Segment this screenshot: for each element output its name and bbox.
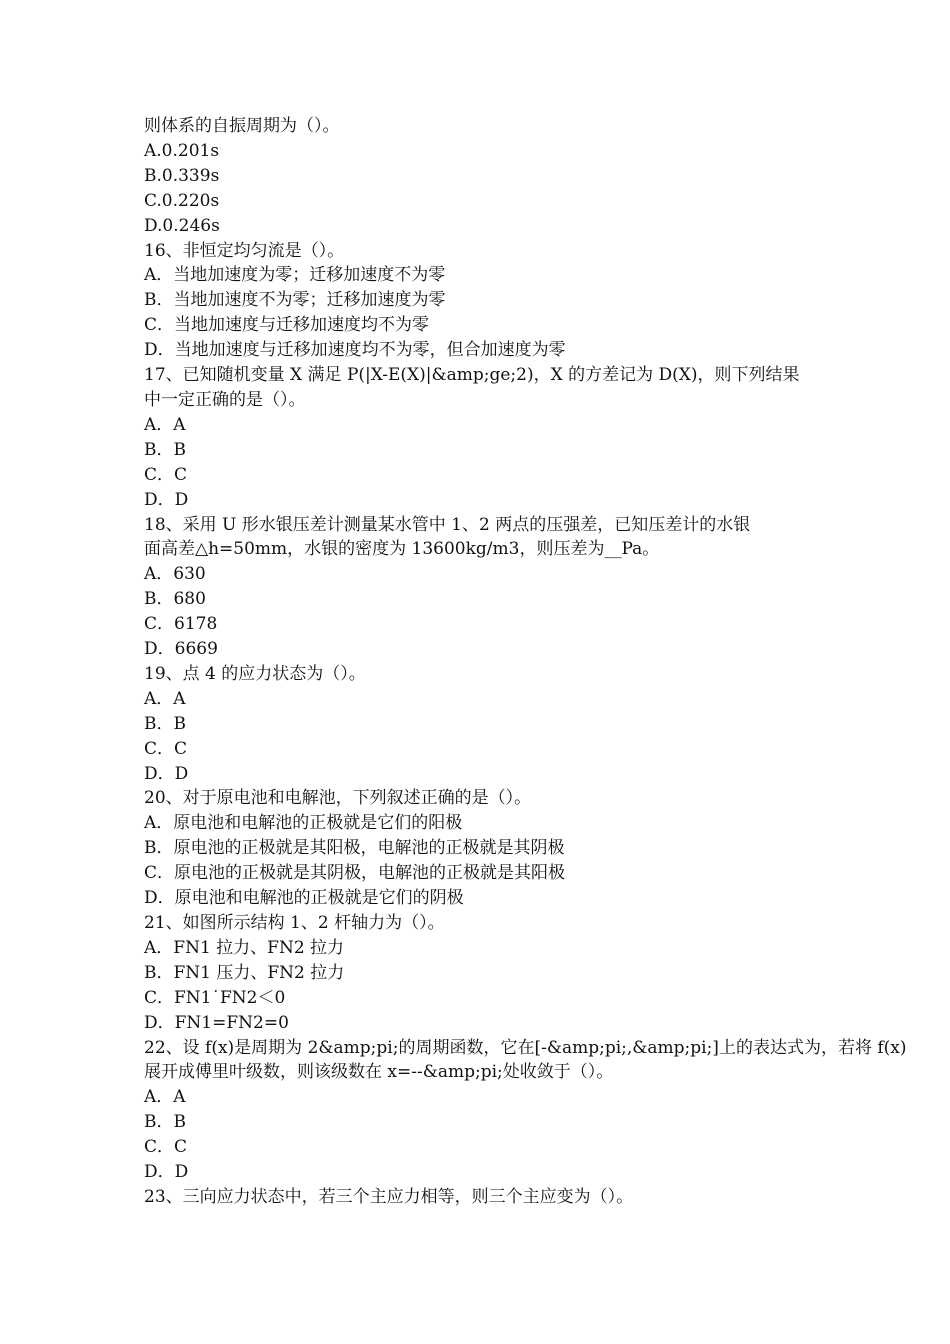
option-line: C．C: [144, 1137, 188, 1158]
option-line: B．原电池的正极就是其阳极，电解池的正极就是其阴极: [144, 838, 565, 859]
option-line: C．C: [144, 464, 188, 485]
option-line: D．D: [144, 763, 189, 784]
option-line: D．D: [144, 1162, 189, 1183]
question-16-title: 16、非恒定均匀流是（）。: [144, 240, 345, 261]
option-line: B．B: [144, 439, 186, 460]
option-line: B．B: [144, 713, 186, 734]
option-line: C．当地加速度与迁移加速度均不为零: [144, 315, 430, 336]
option-line: D．当地加速度与迁移加速度均不为零，但合加速度为零: [144, 340, 566, 361]
option-line: D．6669: [144, 639, 218, 660]
option-line: B.0.339s: [144, 165, 220, 186]
option-line: C．C: [144, 738, 188, 759]
option-line: D．D: [144, 489, 189, 510]
option-line: C．6178: [144, 614, 218, 635]
option-line: B．B: [144, 1112, 186, 1133]
question-19-title: 19、点 4 的应力状态为（）。: [144, 663, 366, 684]
text-line: 则体系的自振周期为（）。: [144, 116, 340, 136]
option-line: D．FN1=FN2=0: [144, 1012, 289, 1033]
document-body: [144, 114, 907, 1210]
option-line: D.0.246s: [144, 215, 220, 236]
question-22-title-cont: 展开成傅里叶级数，则该级数在 x=--&amp;pi;处收敛于（）。: [144, 1062, 614, 1083]
question-17-title: 17、已知随机变量 X 满足 P(|X-E(X)|&amp;ge;2)，X 的方差记为 D(X)，则下列结果: [144, 365, 800, 386]
question-17-title-cont: 中一定正确的是（）。: [144, 389, 306, 410]
question-22-title: 22、设 f(x)是周期为 2&amp;pi;的周期函数，它在[-&amp;pi;,&amp;pi;]上的表达式为，若将 f(x): [144, 1037, 907, 1058]
option-line: A．630: [144, 564, 206, 585]
option-line: C．原电池的正极就是其阴极，电解池的正极就是其阳极: [144, 863, 566, 884]
option-line: A．A: [144, 414, 186, 435]
option-line: A.0.201s: [144, 140, 220, 161]
option-line: A．原电池和电解池的正极就是它们的阳极: [144, 813, 463, 834]
option-line: A．A: [144, 688, 186, 709]
option-line: D．原电池和电解池的正极就是它们的阴极: [144, 888, 464, 909]
option-line: B．当地加速度不为零；迁移加速度为零: [144, 290, 446, 311]
option-line: A．A: [144, 1087, 186, 1108]
question-23-title: 23、三向应力状态中，若三个主应力相等，则三个主应变为（）。: [144, 1186, 634, 1207]
question-18-title: 18、采用 U 形水银压差计测量某水管中 1、2 两点的压强差，已知压差计的水银: [144, 514, 751, 535]
option-line: B．680: [144, 589, 206, 610]
question-18-title-cont: 面高差△h=50mm，水银的密度为 13600kg/m3，则压差为__Pa。: [144, 539, 660, 560]
option-line: C．FN1˙FN2＜0: [144, 987, 286, 1008]
option-line: C.0.220s: [144, 190, 220, 211]
option-line: A．FN1 拉力、FN2 拉力: [144, 937, 345, 958]
option-line: B．FN1 压力、FN2 拉力: [144, 962, 345, 983]
question-21-title: 21、如图所示结构 1、2 杆轴力为（）。: [144, 913, 445, 933]
option-line: A．当地加速度为零；迁移加速度不为零: [144, 265, 446, 286]
question-20-title: 20、对于原电池和电解池，下列叙述正确的是（）。: [144, 788, 532, 809]
